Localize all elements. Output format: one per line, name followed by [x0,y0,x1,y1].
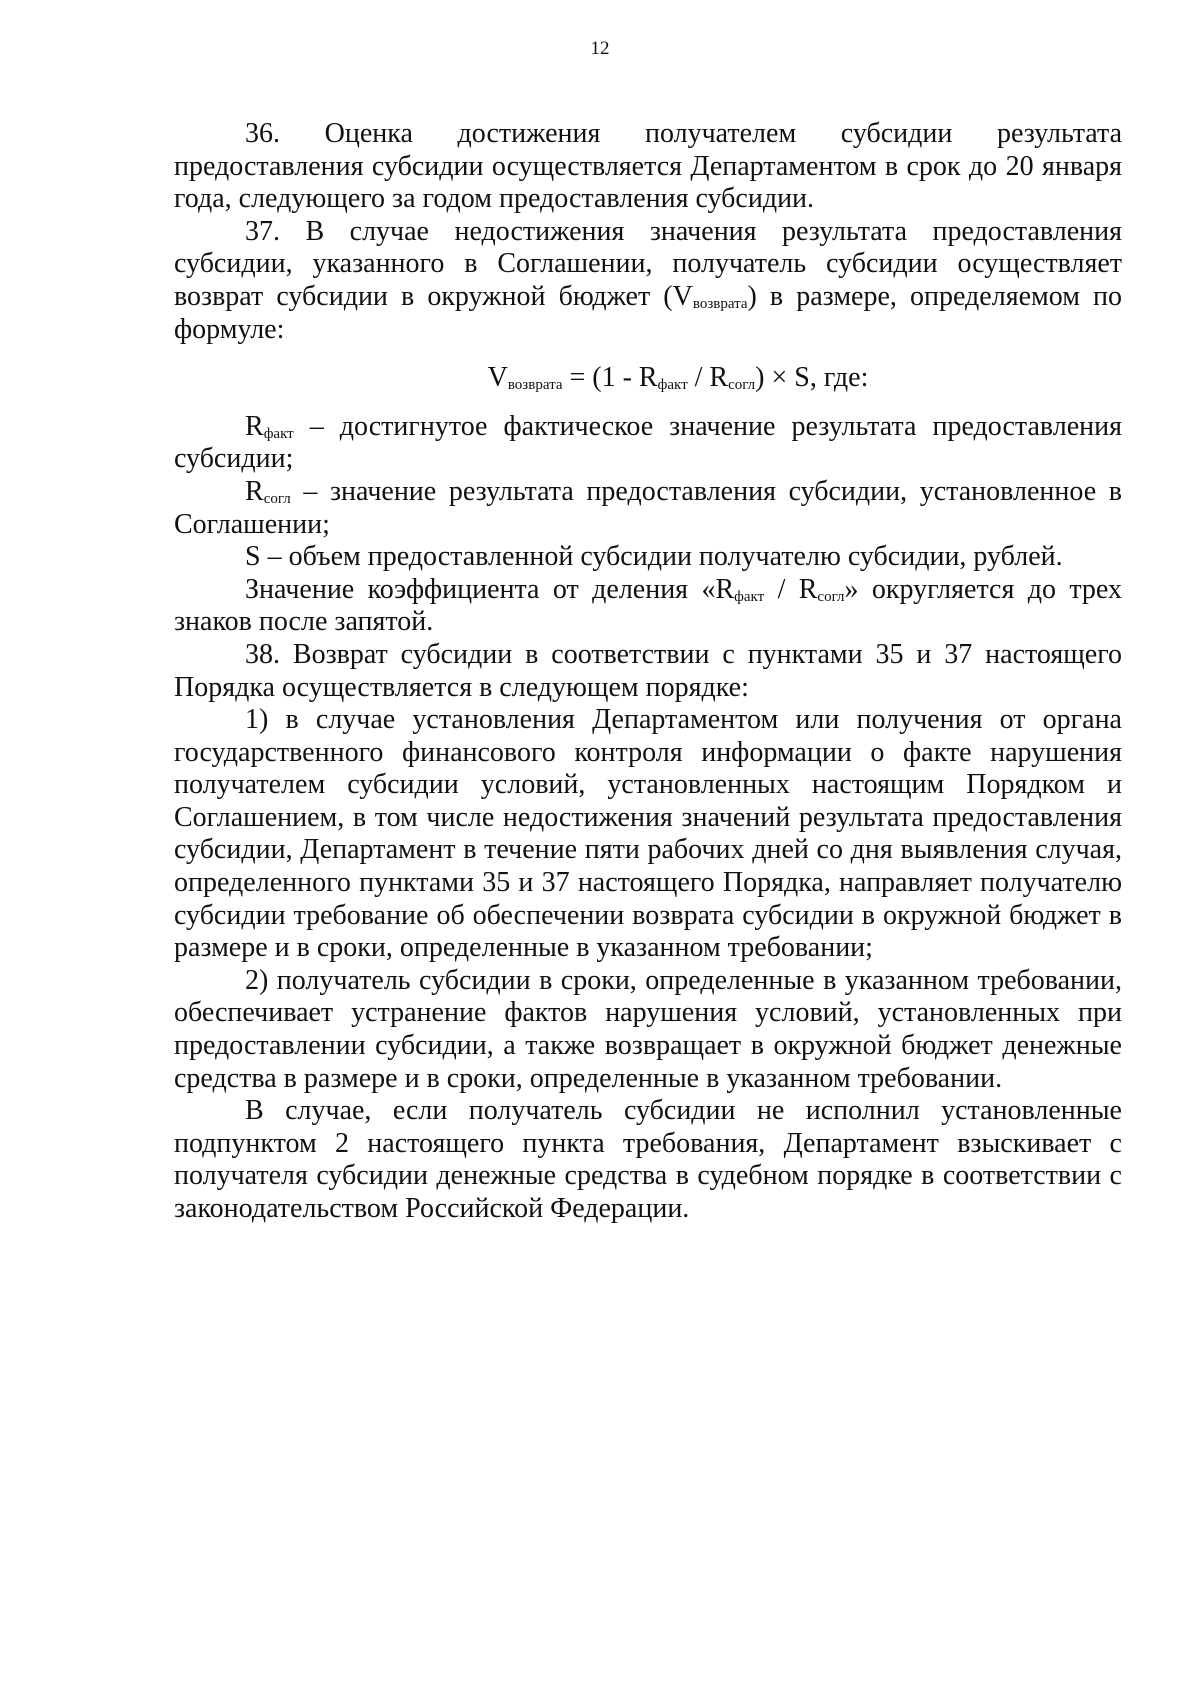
coefficient-subscript-fact: факт [734,588,765,605]
formula-r-fact-subscript: факт [657,377,688,394]
formula-v: V [487,362,508,394]
formula-v-subscript: возврата [507,377,563,394]
definition-s: S – объем предоставленной субсидии получателю субсидии, рублей. [245,541,1063,573]
paragraph-37-text-start: 37. В случае недостижения значения результата предоставления субсидии, указанного в Соглашении, получатель субсидии осуществляет возврат субсидии в окружной бюджет (V [174,215,1122,312]
coefficient-subscript-sogl: согл [817,588,845,605]
paragraph-37 [174,216,1122,346]
formula-rest: ) × S, где: [755,362,869,394]
definition-r-sogl-symbol: R [245,475,264,507]
paragraph-38: 38. Возврат субсидии в соответствии с пунктами 35 и 37 настоящего Порядка осуществляется в следующем порядке: [174,638,1122,703]
document-body [174,118,1122,1226]
formula-r-sogl-subscript: согл [728,377,756,394]
definition-r-fact-text: – достигнутое фактическое значение результата предоставления субсидии; [174,410,1122,475]
definition-r-fact-symbol: R [245,410,264,442]
paragraph-38-final: В случае, если получатель субсидии не исполнил установленные подпунктом 2 настоящего пункта требования, Департамент взыскивает с получателя субсидии денежные средства в судебном порядке в соответствии с законодательством Российской Федерации. [174,1095,1122,1224]
v-subscript: возврата [692,295,748,312]
definition-r-fact-subscript: факт [263,425,294,442]
paragraph-37-text-end: ) в размере, определяемом по формуле: [174,280,1122,345]
formula-eq: = (1 - R [562,362,658,394]
definition-r-fact [174,411,1122,476]
return-formula [174,362,1122,395]
coefficient-text-start: Значение коэффициента от деления «R [245,573,735,605]
definition-r-sogl [174,476,1122,541]
paragraph-38-item-1: 1) в случае установления Департаментом или получения от органа государственного финансового контроля информации о факте нарушения получателем субсидии условий, установленных настоящим Порядком и Соглашением, в том числе недостижения значений результата предоставления субсидии, Департамент в течение пяти рабочих дней со дня выявления случая, определенного пунктами 35 и 37 настоящего Порядка, направляет получателю субсидии требование об обеспечении возврата субсидии в окружной бюджет в размере и в сроки, определенные в указанном требовании; [174,704,1122,964]
definition-r-sogl-subscript: согл [263,490,291,507]
coefficient-rounding [174,574,1122,639]
formula-slash: / R [687,362,729,394]
paragraph-38-item-2: 2) получатель субсидии в сроки, определенные в указанном требовании, обеспечивает устранение фактов нарушения условий, установленных при предоставлении субсидии, а также возвращает в окружной бюджет денежные средства в размере и в сроки, определенные в указанном требовании. [174,964,1122,1094]
page-number: 12 [590,38,610,59]
definition-r-sogl-text: – значение результата предоставления субсидии, установленное в Соглашении; [174,475,1122,540]
coefficient-text-end: » округляется до трех знаков после запятой. [174,573,1122,638]
coefficient-text-mid: / R [764,573,818,605]
paragraph-36: 36. Оценка достижения получателем субсидии результата предоставления субсидии осуществляется Департаментом в срок до 20 января года, следующего за годом предоставления субсидии. [174,118,1122,215]
